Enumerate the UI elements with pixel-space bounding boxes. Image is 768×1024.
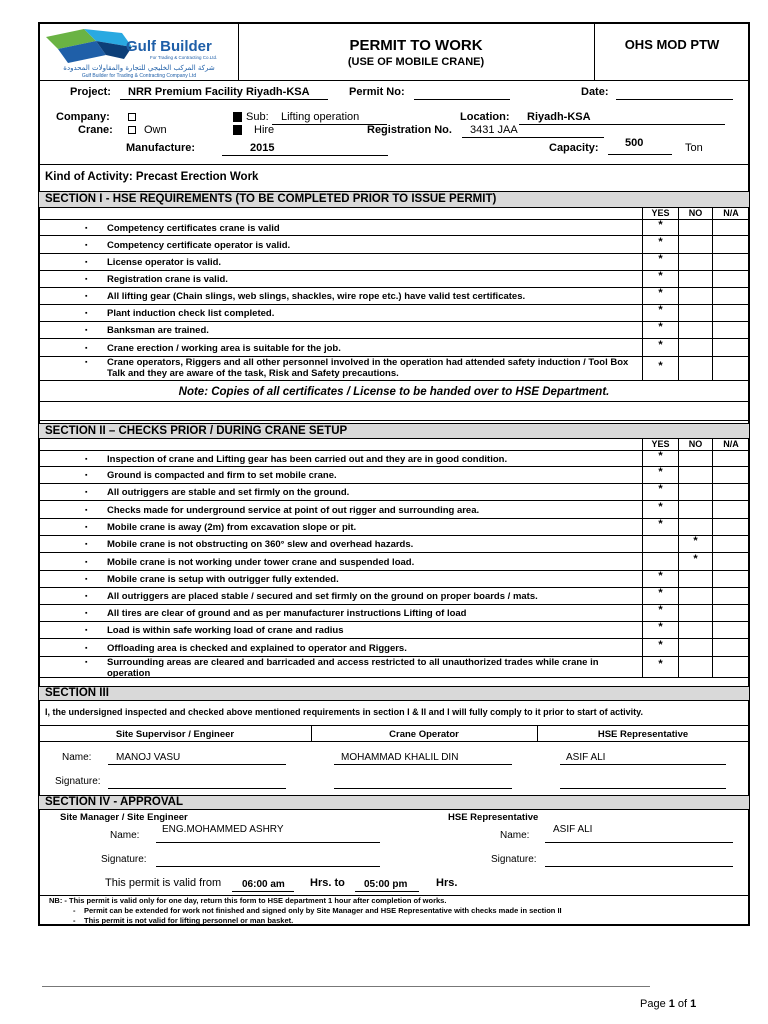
section2-checklist-row [39,605,749,622]
yes-cell[interactable] [642,536,678,552]
capacity-label: Capacity: [549,142,599,154]
valid-from-time[interactable]: 06:00 am [242,879,285,890]
checklist-item-text: Offloading area is checked and explained to operator and Riggers. [107,643,407,654]
no-cell[interactable] [678,305,712,321]
checklist-item-text: Crane operators, Riggers and all other personnel involved in the operation had attended safety induction / Tool Box Talk and they are aware of the task, Risk and Safety precautions. [107,357,629,379]
yes-cell[interactable]: * [642,220,678,235]
permit-label: Permit No: [349,86,405,98]
bullet-icon: ▪ [85,559,88,566]
capacity-unit: Ton [685,142,703,154]
yes-cell[interactable]: * [642,288,678,304]
section1-checklist-row [39,288,749,305]
site-manager-title: Site Manager / Site Engineer [60,812,188,823]
checklist-item-text: Load is within safe working load of crane and radius [107,625,344,636]
bullet-icon: ▪ [85,276,88,283]
section3-statement: I, the undersigned inspected and checked above mentioned requirements in section I & II and I will fully comply to it prior to start of activity. [45,707,643,717]
checklist-item-text: Plant induction check list completed. [107,308,275,319]
hrs-to-label: Hrs. to [310,877,345,889]
hse-rep-title: HSE Representative [448,812,539,823]
operator-column-header: Crane Operator [389,729,459,740]
checklist-item-text: Inspection of crane and Lifting gear has been carried out and they are in good condition. [107,454,508,465]
checklist-item-text: Mobile crane is away (2m) from excavation slope or pit. [107,522,357,533]
section2-checklist-row [39,622,749,639]
no-cell[interactable]: * [678,536,712,552]
registration-value[interactable]: 3431 JAA [470,124,518,136]
no-cell[interactable] [678,639,712,656]
registration-label: Registration No. [367,124,452,136]
section3-name-label: Name: [62,752,92,763]
sub-checkbox-checked[interactable] [233,112,242,122]
bullet-icon: ▪ [85,489,88,496]
bullet-icon: ▪ [85,576,88,583]
bullet-icon: ▪ [85,359,88,366]
checklist-item-text: All outriggers are placed stable / secured and set firmly on the ground on proper boards / mats. [107,591,538,602]
hire-checkbox-checked[interactable] [233,125,242,135]
company-logo [40,24,236,79]
section1-checklist-row [39,271,749,288]
na-cell[interactable] [712,639,749,656]
own-label: Own [144,124,167,136]
checklist-item-text: Mobile crane is not working under tower crane and suspended load. [107,557,415,568]
bullet-icon: ▪ [85,593,88,600]
bullet-icon: ▪ [85,327,88,334]
logo-mark-icon [44,27,134,67]
section1-checklist-row [39,220,749,236]
bullet-icon: ▪ [85,310,88,317]
crane-label: Crane: [78,124,113,136]
section1-column-header-row [39,208,749,220]
section4-title: SECTION IV - APPROVAL [39,795,749,810]
na-cell[interactable] [712,357,749,380]
yes-cell[interactable]: * [642,339,678,356]
valid-to-time[interactable]: 05:00 pm [364,879,408,890]
manufacture-label: Manufacture: [126,142,196,154]
na-cell[interactable] [712,467,749,483]
hse-rep-signature-line[interactable] [545,866,733,867]
section2-checklist-row [39,467,749,484]
no-cell[interactable]: * [678,553,712,570]
na-cell[interactable] [712,322,749,338]
no-cell[interactable] [678,588,712,604]
no-cell[interactable] [678,501,712,518]
checklist-item-text: Registration crane is valid. [107,274,228,285]
section1-title: SECTION I - HSE REQUIREMENTS (TO BE COMPLETED PRIOR TO ISSUE PERMIT) [39,191,749,208]
section2-checklist-row [39,553,749,571]
hse-rep-name[interactable]: ASIF ALI [553,824,593,835]
section2-checklist-row [39,484,749,501]
na-cell[interactable] [712,288,749,304]
yes-cell[interactable]: * [642,305,678,321]
yes-cell[interactable]: * [642,501,678,518]
site-manager-signature-label: Signature: [101,854,147,865]
operator-name[interactable]: MOHAMMAD KHALIL DIN [341,752,459,763]
bullet-icon: ▪ [85,242,88,249]
site-manager-name-label: Name: [110,830,140,841]
checklist-item-text: Competency certificate operator is valid. [107,240,291,251]
checklist-item-text: Competency certificates crane is valid [107,223,280,234]
yes-cell[interactable]: * [642,605,678,621]
yes-cell[interactable]: * [642,519,678,535]
own-checkbox[interactable] [128,126,136,134]
operator-signature-line[interactable] [334,788,512,789]
sub-label: Sub: [246,111,269,123]
hse-column-header: HSE Representative [597,729,689,740]
page-of: of [674,998,691,1010]
valid-from-label: This permit is valid from [105,877,222,889]
project-value[interactable]: NRR Premium Facility Riyadh-KSA [128,86,310,98]
project-label: Project: [70,86,111,98]
section3-title: SECTION III [39,686,749,701]
na-cell[interactable] [712,571,749,587]
yes-cell[interactable]: * [642,236,678,253]
no-column-header: NO [678,439,712,450]
section1-note: Note: Copies of all certificates / License to be handed over to HSE Department. [178,386,610,398]
na-cell[interactable] [712,484,749,500]
bullet-icon: ▪ [85,610,88,617]
form-code: OHS MOD PTW [624,37,720,52]
hire-label: Hire [254,124,275,136]
checklist-item-text: Mobile crane is not obstructing on 360° slew and overhead hazards. [107,539,414,550]
section1-checklist-row [39,254,749,271]
section1-checklist-row [39,305,749,322]
page-total: 1 [690,998,697,1010]
na-cell[interactable] [712,305,749,321]
checklist-item-text: Mobile crane is setup with outrigger fully extended. [107,574,339,585]
no-cell[interactable] [678,519,712,535]
yes-cell[interactable]: * [642,484,678,500]
supervisor-column-header: Site Supervisor / Engineer [115,729,235,740]
na-cell[interactable] [712,536,749,552]
yes-column-header: YES [642,439,678,450]
page-prefix: Page [640,998,669,1010]
note-lifting: This permit is not valid for lifting personnel or man basket. [84,916,294,925]
no-cell[interactable] [678,451,712,466]
supervisor-signature-line[interactable] [108,788,286,789]
na-column-header: N/A [712,208,749,219]
no-cell[interactable] [678,357,712,380]
bullet-icon: ▪ [85,345,88,352]
na-cell[interactable] [712,553,749,570]
na-cell[interactable] [712,451,749,466]
no-cell[interactable] [678,467,712,483]
logo-name: Gulf Builder [126,38,212,55]
section2-title: SECTION II – CHECKS PRIOR / DURING CRANE SETUP [39,423,749,439]
na-cell[interactable] [712,588,749,604]
logo-arabic: شركة المركب الخليجي للتجارة والمقاولات المحدودة [63,64,215,72]
no-cell[interactable] [678,220,712,235]
na-cell[interactable] [712,220,749,235]
checklist-item-text: License operator is valid. [107,257,222,268]
page-number [640,998,696,1010]
section2-checklist-row [39,588,749,605]
yes-cell[interactable]: * [642,451,678,466]
site-manager-signature-line[interactable] [156,866,380,867]
hse-rep-name-label: Name: [500,830,530,841]
no-cell[interactable] [678,571,712,587]
activity-kind: Kind of Activity: Precast Erection Work [45,171,259,183]
yes-cell[interactable]: * [642,254,678,270]
no-cell[interactable] [678,236,712,253]
no-cell[interactable] [678,657,712,677]
hse-signature-line[interactable] [560,788,726,789]
checklist-item-text: All outriggers are stable and set firmly on the ground. [107,487,350,498]
section1-checklist-row [39,339,749,357]
na-column-header: N/A [712,439,749,450]
checklist-item-text: Checks made for underground service at point of out rigger and surrounding area. [107,505,480,516]
section1-checklist-row [39,357,749,381]
note-extension: Permit can be extended for work not finished and signed only by Site Manager and HSE Representative with checks made in section II [84,906,562,915]
no-cell[interactable] [678,288,712,304]
checklist-item-text: Ground is compacted and firm to set mobile crane. [107,470,337,481]
yes-cell[interactable]: * [642,639,678,656]
checklist-item-text: All lifting gear (Chain slings, web slings, shackles, wire rope etc.) have valid test certificates. [107,291,526,302]
no-column-header: NO [678,208,712,219]
note-extension-dash: - [73,906,76,915]
checklist-item-text: Banksman are trained. [107,325,209,336]
yes-cell[interactable] [642,553,678,570]
capacity-value[interactable]: 500 [625,137,644,149]
hrs-label: Hrs. [436,877,458,889]
yes-cell[interactable]: * [642,467,678,483]
checklist-item-text: Crane erection / working area is suitable for the job. [107,343,341,354]
hse-rep-signature-label: Signature: [491,854,537,865]
na-cell[interactable] [712,236,749,253]
sub-value[interactable]: Lifting operation [281,111,360,123]
section2-checklist-row [39,536,749,553]
section2-checklist-row [39,501,749,519]
bullet-icon: ▪ [85,507,88,514]
hse-name[interactable]: ASIF ALI [566,752,606,763]
na-cell[interactable] [712,339,749,356]
na-cell[interactable] [712,519,749,535]
bullet-icon: ▪ [85,541,88,548]
section2-checklist-row [39,657,749,678]
logo-subtitle: For Trading & Contracting Co.Ltd. [150,55,218,60]
date-label: Date: [581,86,609,98]
bullet-icon: ▪ [85,659,88,666]
section2-checklist-row [39,519,749,536]
date-value[interactable] [620,86,732,98]
na-cell[interactable] [712,501,749,518]
section2-checklist-row [39,451,749,467]
section2-checklist-row [39,639,749,657]
yes-cell[interactable]: * [642,622,678,638]
bullet-icon: ▪ [85,293,88,300]
note-lifting-dash: - [73,916,76,925]
section1-checklist-row [39,236,749,254]
no-cell[interactable] [678,271,712,287]
na-cell[interactable] [712,657,749,677]
yes-cell[interactable]: * [642,588,678,604]
bullet-icon: ▪ [85,225,88,232]
bullet-icon: ▪ [85,456,88,463]
permit-value[interactable] [418,86,510,98]
note-validity: NB: - This permit is valid only for one day, return this form to HSE department 1 hour after completion of works. [49,896,447,905]
section2-checklist-row [39,571,749,588]
manufacture-value[interactable]: 2015 [250,142,275,154]
yes-cell[interactable]: * [642,271,678,287]
no-cell[interactable] [678,605,712,621]
no-cell[interactable] [678,339,712,356]
checklist-item-text: Surrounding areas are cleared and barricaded and access restricted to all unauthorized trades while crane in operation [107,657,599,679]
location-label: Location: [460,111,510,123]
page-subtitle: (USE OF MOBILE CRANE) [347,56,485,68]
na-cell[interactable] [712,271,749,287]
yes-column-header: YES [642,208,678,219]
company-label: Company: [56,111,110,123]
no-cell[interactable] [678,622,712,638]
na-cell[interactable] [712,622,749,638]
section2-column-header-row [39,439,749,451]
na-cell[interactable] [712,254,749,270]
company-checkbox[interactable] [128,113,136,121]
bullet-icon: ▪ [85,627,88,634]
bullet-icon: ▪ [85,259,88,266]
yes-cell[interactable]: * [642,571,678,587]
no-cell[interactable] [678,322,712,338]
location-value[interactable]: Riyadh-KSA [527,111,591,123]
yes-cell[interactable]: * [642,657,678,677]
site-manager-name[interactable]: ENG.MOHAMMED ASHRY [162,824,284,835]
bullet-icon: ▪ [85,524,88,531]
page-title: PERMIT TO WORK [349,37,483,54]
yes-cell[interactable]: * [642,357,678,380]
logo-caption: Gulf Builder for Trading & Contracting Company Ltd [81,73,197,79]
na-cell[interactable] [712,605,749,621]
page-current: 1 [668,998,675,1010]
checklist-item-text: All tires are clear of ground and as per manufacturer instructions Lifting of load [107,608,467,619]
supervisor-name[interactable]: MANOJ VASU [116,752,181,763]
bullet-icon: ▪ [85,472,88,479]
bullet-icon: ▪ [85,645,88,652]
no-cell[interactable] [678,254,712,270]
no-cell[interactable] [678,484,712,500]
section3-signature-label: Signature: [55,776,101,787]
yes-cell[interactable]: * [642,322,678,338]
section1-checklist-row [39,322,749,339]
footer-rule [42,986,650,987]
